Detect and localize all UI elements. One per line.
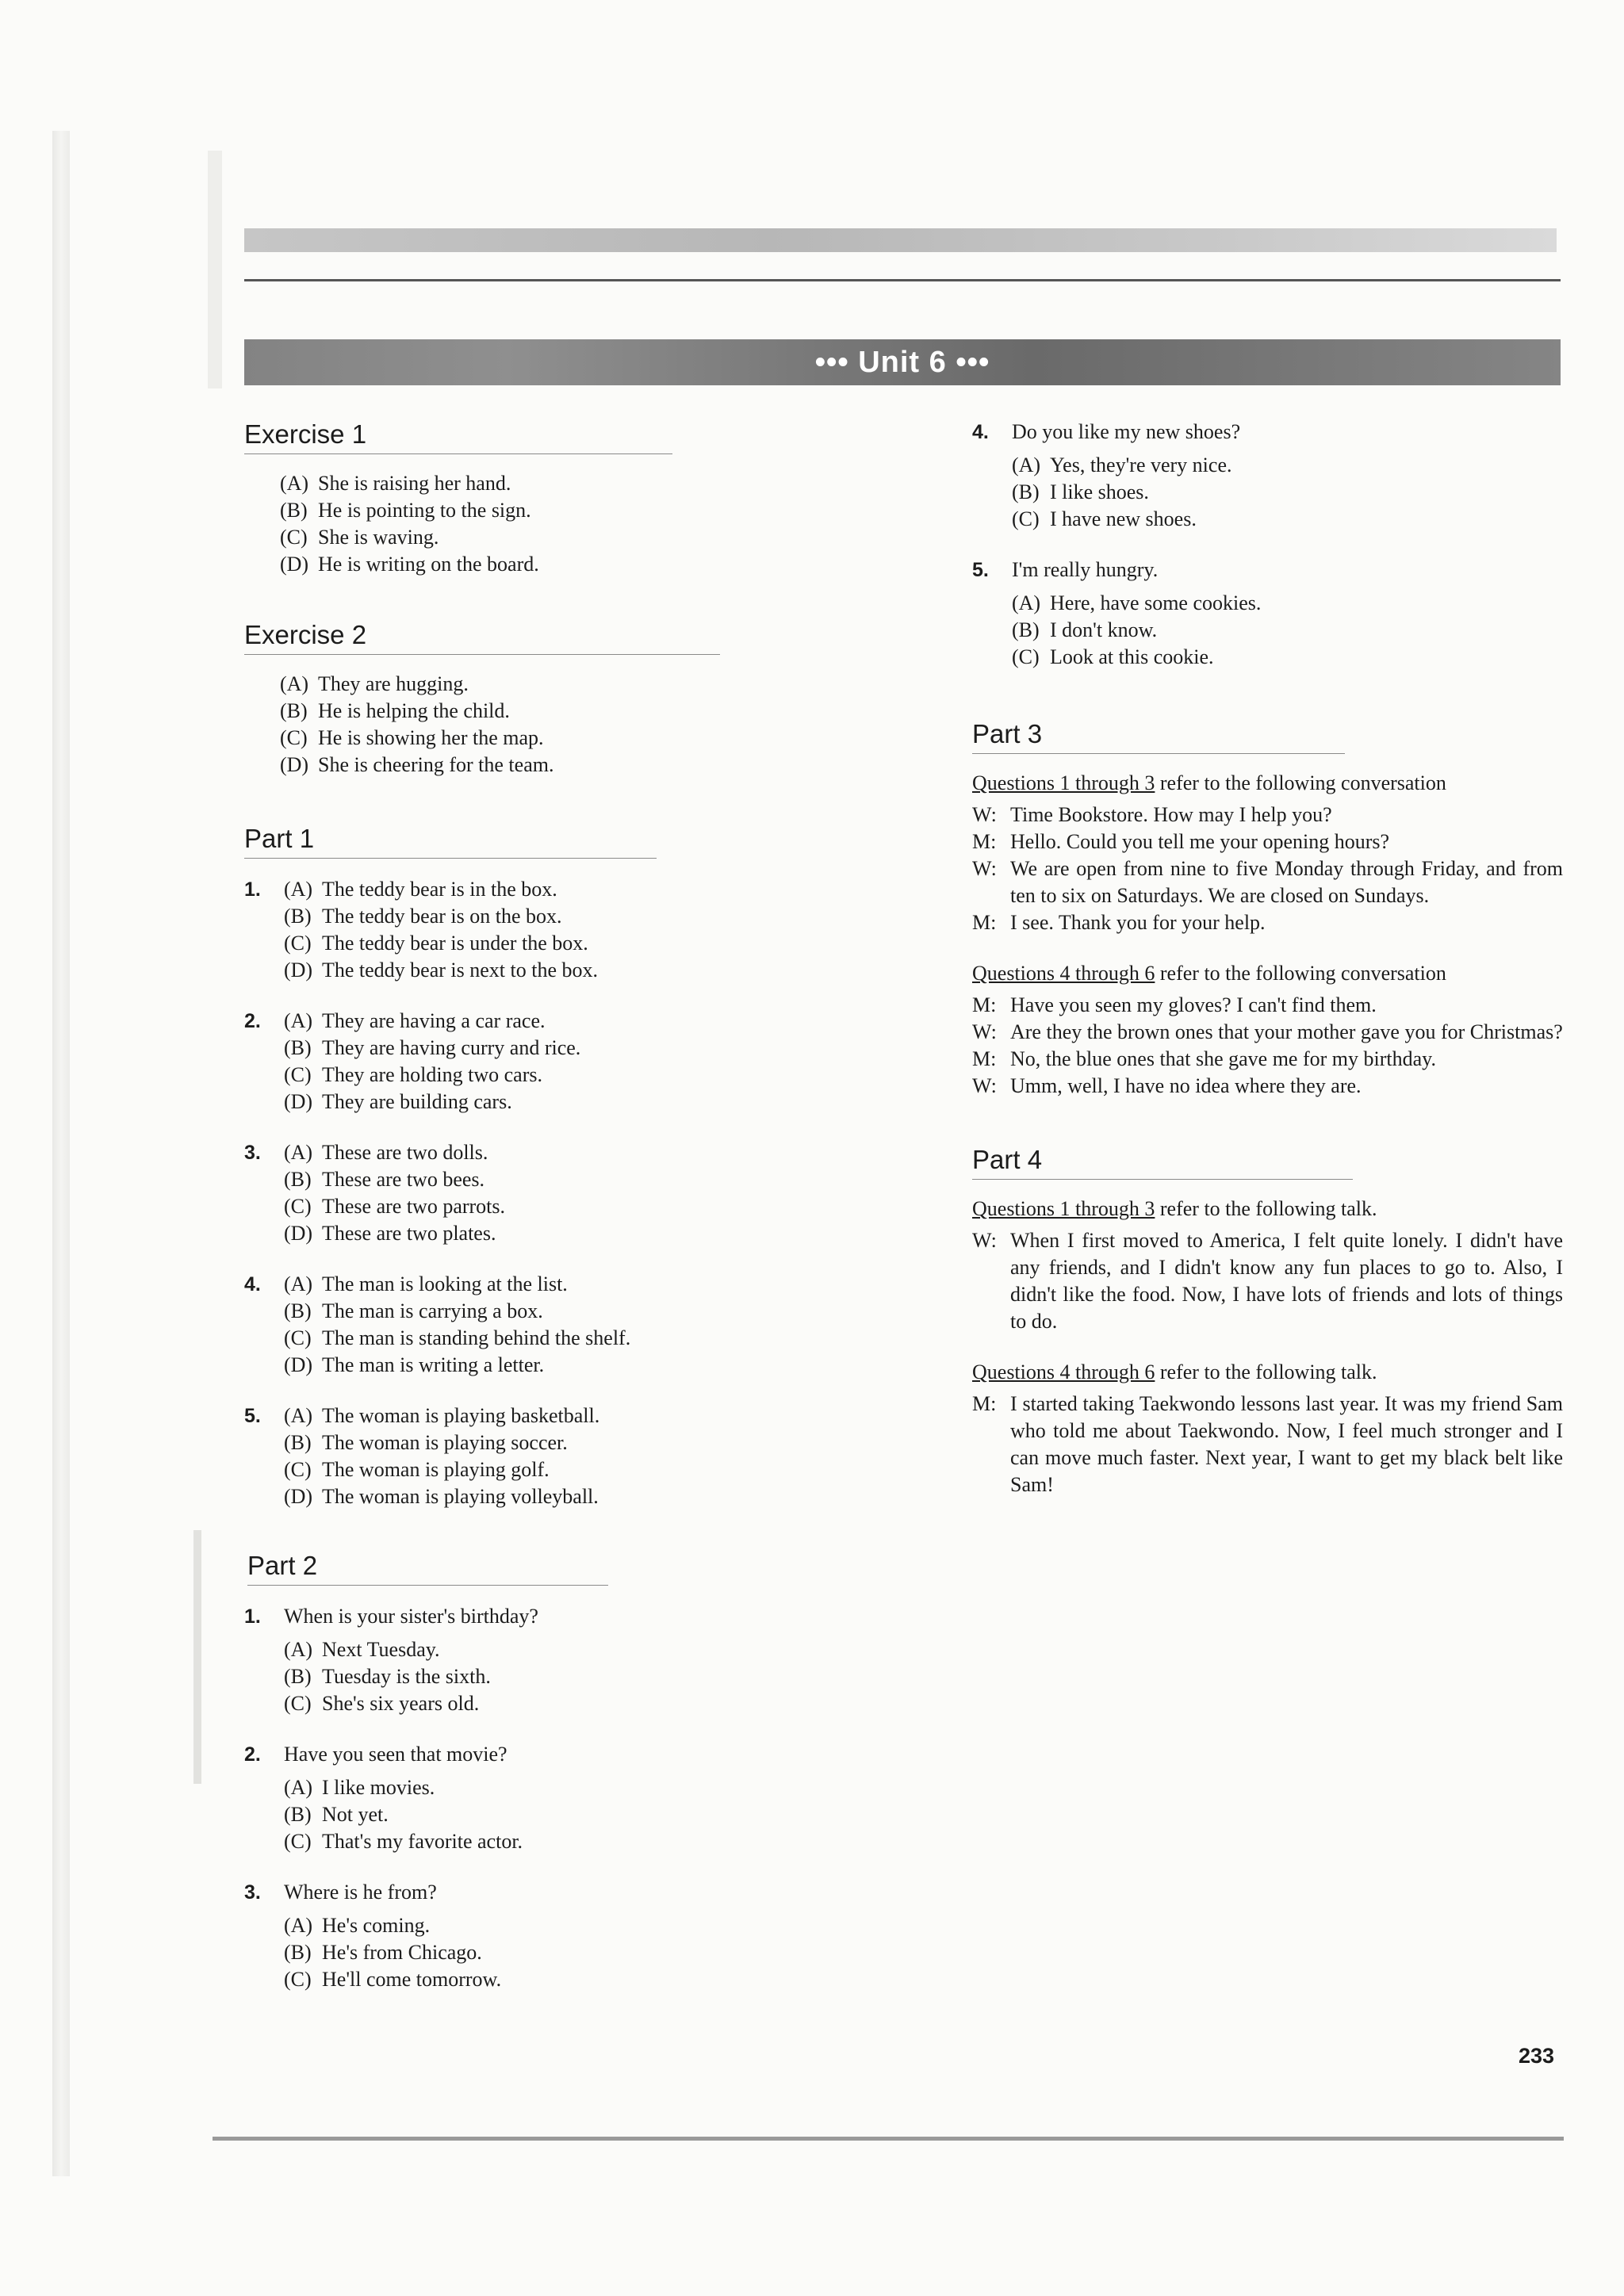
part-3-section bbox=[972, 718, 1563, 1100]
footer-rule bbox=[213, 2137, 1564, 2141]
dialogue-line: M: No, the blue ones that she gave me for my birthday. bbox=[972, 1047, 1436, 1070]
options-list bbox=[280, 470, 720, 578]
option: (D) He is writing on the board. bbox=[280, 553, 539, 576]
question: 2. Have you seen that movie? (A) I like movies. (B) Not yet. (C) That's my favorite actor. bbox=[244, 1743, 523, 1853]
block-intro: Questions 4 through 6 refer to the following conversation bbox=[972, 962, 1446, 985]
option: (B) He is helping the child. bbox=[280, 699, 510, 722]
block-intro: Questions 4 through 6 refer to the following talk. bbox=[972, 1360, 1377, 1383]
part-2-section-right bbox=[972, 419, 1563, 671]
right-column bbox=[972, 419, 1563, 1544]
option: (A) She is raising her hand. bbox=[280, 472, 511, 495]
header-bar bbox=[244, 228, 1557, 252]
dialogue-line: M: I see. Thank you for your help. bbox=[972, 911, 1266, 934]
section-heading: Exercise 2 bbox=[244, 619, 720, 655]
question: 4. Do you like my new shoes? (A) Yes, they're very nice. (B) I like shoes. (C) I have new shoes. bbox=[972, 420, 1241, 530]
dialogue-line: M: I started taking Taekwondo lessons last year. It was my friend Sam who told me about Taekwondo. Now, I feel much stronger and I can move much faster. Next year, I want to get my black belt like Sam! bbox=[972, 1392, 1563, 1496]
scan-shadow bbox=[193, 1530, 201, 1784]
question: 5. (A) The woman is playing basketball. (B) The woman is playing soccer. (C) The woman is playing golf. (D) The woman is playing volleyball. bbox=[244, 1404, 600, 1508]
talk-block bbox=[972, 1196, 1563, 1335]
block-intro: Questions 1 through 3 refer to the following talk. bbox=[972, 1197, 1377, 1220]
question: 3. (A) These are two dolls. (B) These are two bees. (C) These are two parrots. (D) These are two plates. bbox=[244, 1141, 506, 1245]
conversation-block bbox=[972, 960, 1563, 1100]
scan-shadow bbox=[52, 131, 70, 2176]
section-heading: Part 4 bbox=[972, 1144, 1353, 1180]
question: 1. When is your sister's birthday? (A) Next Tuesday. (B) Tuesday is the sixth. (C) She's six years old. bbox=[244, 1605, 538, 1715]
block-intro: Questions 1 through 3 refer to the following conversation bbox=[972, 771, 1446, 794]
part-2-section-left bbox=[244, 1550, 720, 1993]
dialogue-line: M: Have you seen my gloves? I can't find them. bbox=[972, 993, 1377, 1016]
option: (A) They are hugging. bbox=[280, 672, 469, 695]
part-4-section bbox=[972, 1144, 1563, 1498]
part-1-section bbox=[244, 823, 720, 1510]
question: 4. (A) The man is looking at the list. (B) The man is carrying a box. (C) The man is standing behind the shelf. (D) The man is writing a letter. bbox=[244, 1272, 631, 1376]
dialogue-line: W: Umm, well, I have no idea where they are. bbox=[972, 1074, 1362, 1097]
question: 3. Where is he from? (A) He's coming. (B) He's from Chicago. (C) He'll come tomorrow. bbox=[244, 1881, 502, 1991]
header-rule bbox=[244, 279, 1561, 281]
question: 5. I'm really hungry. (A) Here, have some cookies. (B) I don't know. (C) Look at this cookie. bbox=[972, 558, 1262, 668]
question: 1. (A) The teddy bear is in the box. (B) The teddy bear is on the box. (C) The teddy bear is under the box. (D) The teddy bear is next to the box. bbox=[244, 878, 599, 982]
unit-title: ••• Unit 6 ••• bbox=[814, 346, 990, 379]
option: (D) She is cheering for the team. bbox=[280, 753, 554, 776]
section-heading: Exercise 1 bbox=[244, 419, 672, 454]
conversation-block bbox=[972, 770, 1563, 936]
option: (C) She is waving. bbox=[280, 526, 439, 549]
section-heading: Part 3 bbox=[972, 718, 1345, 754]
option: (C) He is showing her the map. bbox=[280, 726, 544, 749]
scan-shadow bbox=[208, 151, 222, 388]
talk-block bbox=[972, 1359, 1563, 1498]
page-number: 233 bbox=[1518, 2044, 1554, 2068]
option: (B) He is pointing to the sign. bbox=[280, 499, 531, 522]
dialogue-line: M: Hello. Could you tell me your opening hours? bbox=[972, 830, 1390, 853]
question: 2. (A) They are having a car race. (B) They are having curry and rice. (C) They are holding two cars. (D) They are building cars. bbox=[244, 1009, 581, 1113]
section-heading: Part 2 bbox=[247, 1550, 608, 1586]
dialogue-line: W: When I first moved to America, I felt quite lonely. I didn't have any friends, and I didn't know any fun places to go to. Also, I didn't like the food. Now, I have lots of friends and lots of things to do. bbox=[972, 1229, 1563, 1333]
section-heading: Part 1 bbox=[244, 823, 657, 859]
dialogue-line: W: We are open from nine to five Monday through Friday, and from ten to six on Saturdays. We are closed on Sundays. bbox=[972, 857, 1563, 907]
exercise-2-section bbox=[244, 619, 720, 779]
options-list bbox=[280, 671, 720, 779]
dialogue-line: W: Are they the brown ones that your mother gave you for Christmas? bbox=[972, 1020, 1563, 1043]
exercise-1-section bbox=[244, 419, 720, 578]
unit-banner bbox=[244, 339, 1561, 385]
dialogue-line: W: Time Bookstore. How may I help you? bbox=[972, 803, 1332, 826]
left-column bbox=[244, 419, 720, 2039]
